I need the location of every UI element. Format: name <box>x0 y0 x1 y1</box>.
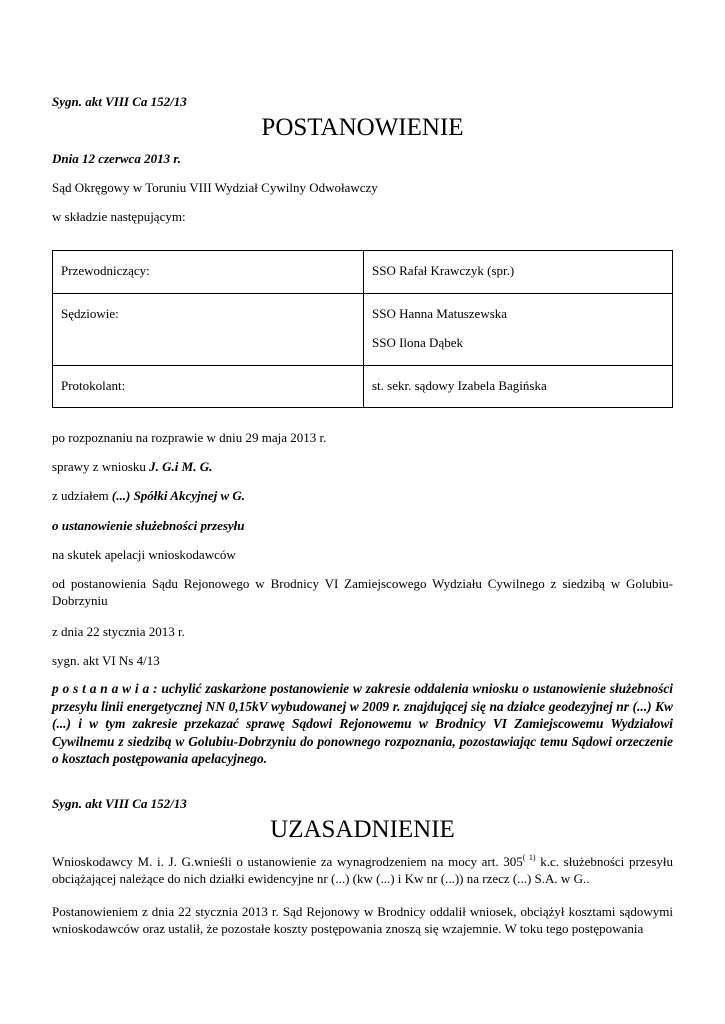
case-parties: J. G.i M. G. <box>149 459 213 474</box>
justification-paragraph-2: Postanowieniem z dnia 22 stycznia 2013 r. Sąd Rejonowy w Brodnicy oddalił wniosek, obciążył kosztami sądowymi wnioskodawców oraz ustalił, że pozostałe koszty postępowania znoszą się wzajemnie. W toku tego postępowania <box>52 904 673 936</box>
panel-row <box>53 366 673 408</box>
panel-row <box>53 294 673 366</box>
appealed-date: z dnia 22 stycznia 2013 r. <box>52 624 185 639</box>
panel-row <box>53 251 673 294</box>
hearing-line: po rozpoznaniu na rozprawie w dniu 29 maja 2013 r. <box>52 430 327 445</box>
appealed-decision: od postanowienia Sądu Rejonowego w Brodnicy VI Zamiejscowego Wydziału Cywilnego z siedzibą w Golubiu-Dobrzyniu <box>52 576 673 608</box>
panel-names: st. sekr. sądowy Izabela Bagińska <box>364 366 673 408</box>
document-title: POSTANOWIENIE <box>261 114 464 141</box>
participation-line: z udziałem (...) Spółki Akcyjnej w G. <box>52 488 246 503</box>
composition-intro: w składzie następującym: <box>52 209 186 224</box>
panel-role: Protokolant: <box>53 366 364 408</box>
case-line: sprawy z wniosku J. G.i M. G. <box>52 459 213 474</box>
decision-operative-part: p o s t a n a w i a : uchylić zaskarżone postanowienie w zakresie oddalenia wniosku o ustanowienie służebności przesyłu linii energetycznej NN 0,15kV wybudowanej w 2009 r. znajdującej się na działce geodezyjnej nr (...) Kw (...) i w tym zakresie przekazać sprawę Sądowi Rejonowemu w Brodnicy VI Zamiejscowemu Wydziałowi Cywilnemu z siedzibą w Golubiu-Dobrzyniu do ponownego rozpoznania, pozostawiając temu Sądowi orzeczenie o kosztach postępowania apelacyjnego. <box>52 681 673 766</box>
panel-role: Przewodniczący: <box>53 251 364 294</box>
panel-names: SSO Hanna Matuszewska SSO Ilona Dąbek <box>364 294 673 366</box>
case-subject: o ustanowienie służebności przesyłu <box>52 518 245 533</box>
participation-party: (...) Spółki Akcyjnej w G. <box>111 488 246 503</box>
appealed-signature: sygn. akt VI Ns 4/13 <box>52 653 160 668</box>
footnote-marker: ( 1) <box>522 853 536 862</box>
panel-names: SSO Rafał Krawczyk (spr.) <box>364 251 673 294</box>
case-signature: Sygn. akt VIII Ca 152/13 <box>52 94 187 109</box>
justification-signature: Sygn. akt VIII Ca 152/13 <box>52 796 187 811</box>
justification-paragraph-1: Wnioskodawcy M. i. J. G.wnieśli o ustanowienie za wynagrodzeniem na mocy art. $305^{( 1)}$ k.c. służebności przesyłu obciążającej należące do nich działki ewidencyjne nr (...) (kw (...) i Kw nr (...)) na rzecz (...) S.A. w G.. <box>52 853 674 886</box>
panel-role: Sędziowie: <box>53 294 364 366</box>
decision-date: Dnia 12 czerwca 2013 r. <box>52 151 181 166</box>
justification-title: UZASADNIENIE <box>270 816 455 843</box>
court-panel-table <box>52 250 673 408</box>
court-name: Sąd Okręgowy w Toruniu VIII Wydział Cywilny Odwoławczy <box>52 180 378 195</box>
appeal-line: na skutek apelacji wnioskodawców <box>52 547 236 562</box>
